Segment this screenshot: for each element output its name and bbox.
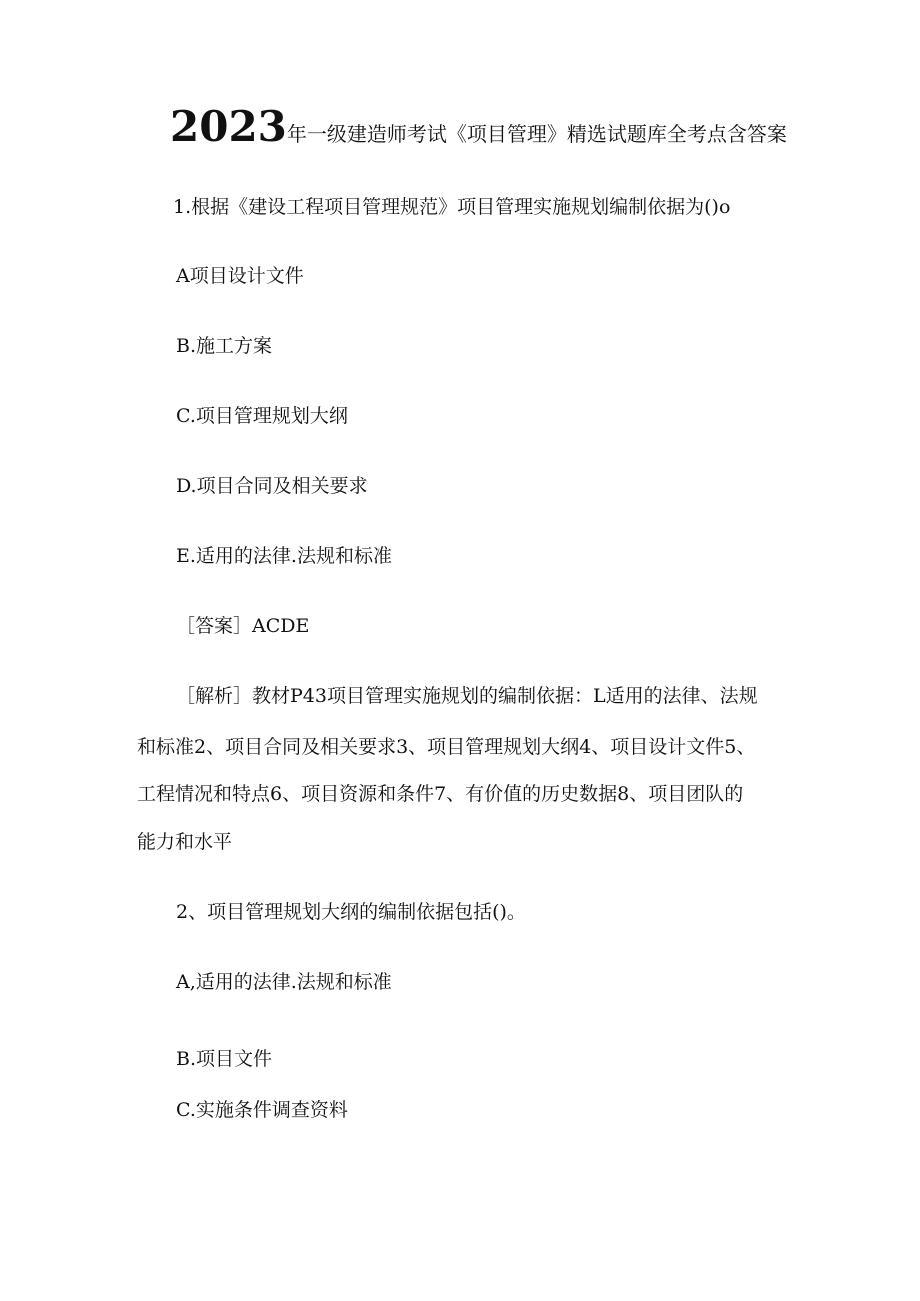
title-text: 年一级建造师考试《项目管理》精选试题库全考点含答案 <box>286 122 787 146</box>
q1-answer: ［答案］ACDE <box>176 615 310 637</box>
q1-analysis-line-1: ［解析］教材P43项目管理实施规划的编制依据：L适用的法律、法规 <box>176 685 758 707</box>
q2-option-a: A,适用的法律.法规和标准 <box>176 971 392 993</box>
question-2: 2、项目管理规划大纲的编制依据包括()。 <box>176 901 526 923</box>
q1-option-c: C.项目管理规划大纲 <box>176 405 348 427</box>
q1-option-a: A项目设计文件 <box>176 265 304 287</box>
q1-analysis-line-2: 和标准2、项目合同及相关要求3、项目管理规划大纲4、项目设计文件5、 <box>137 736 756 758</box>
document-title <box>170 103 787 158</box>
question-1: 1.根据《建设工程项目管理规范》项目管理实施规划编制依据为()o <box>173 196 731 218</box>
q2-option-c: C.实施条件调查资料 <box>176 1099 348 1121</box>
q2-option-b: B.项目文件 <box>176 1048 273 1070</box>
q1-analysis-line-3: 工程情况和特点6、项目资源和条件7、有价值的历史数据8、项目团队的 <box>137 783 744 805</box>
q1-option-e: E.适用的法律.法规和标准 <box>176 545 392 567</box>
q1-option-b: B.施工方案 <box>176 335 273 357</box>
title-year: 2023 <box>170 102 287 151</box>
q1-analysis-line-4: 能力和水平 <box>137 831 233 853</box>
q1-option-d: D.项目合同及相关要求 <box>176 475 368 497</box>
